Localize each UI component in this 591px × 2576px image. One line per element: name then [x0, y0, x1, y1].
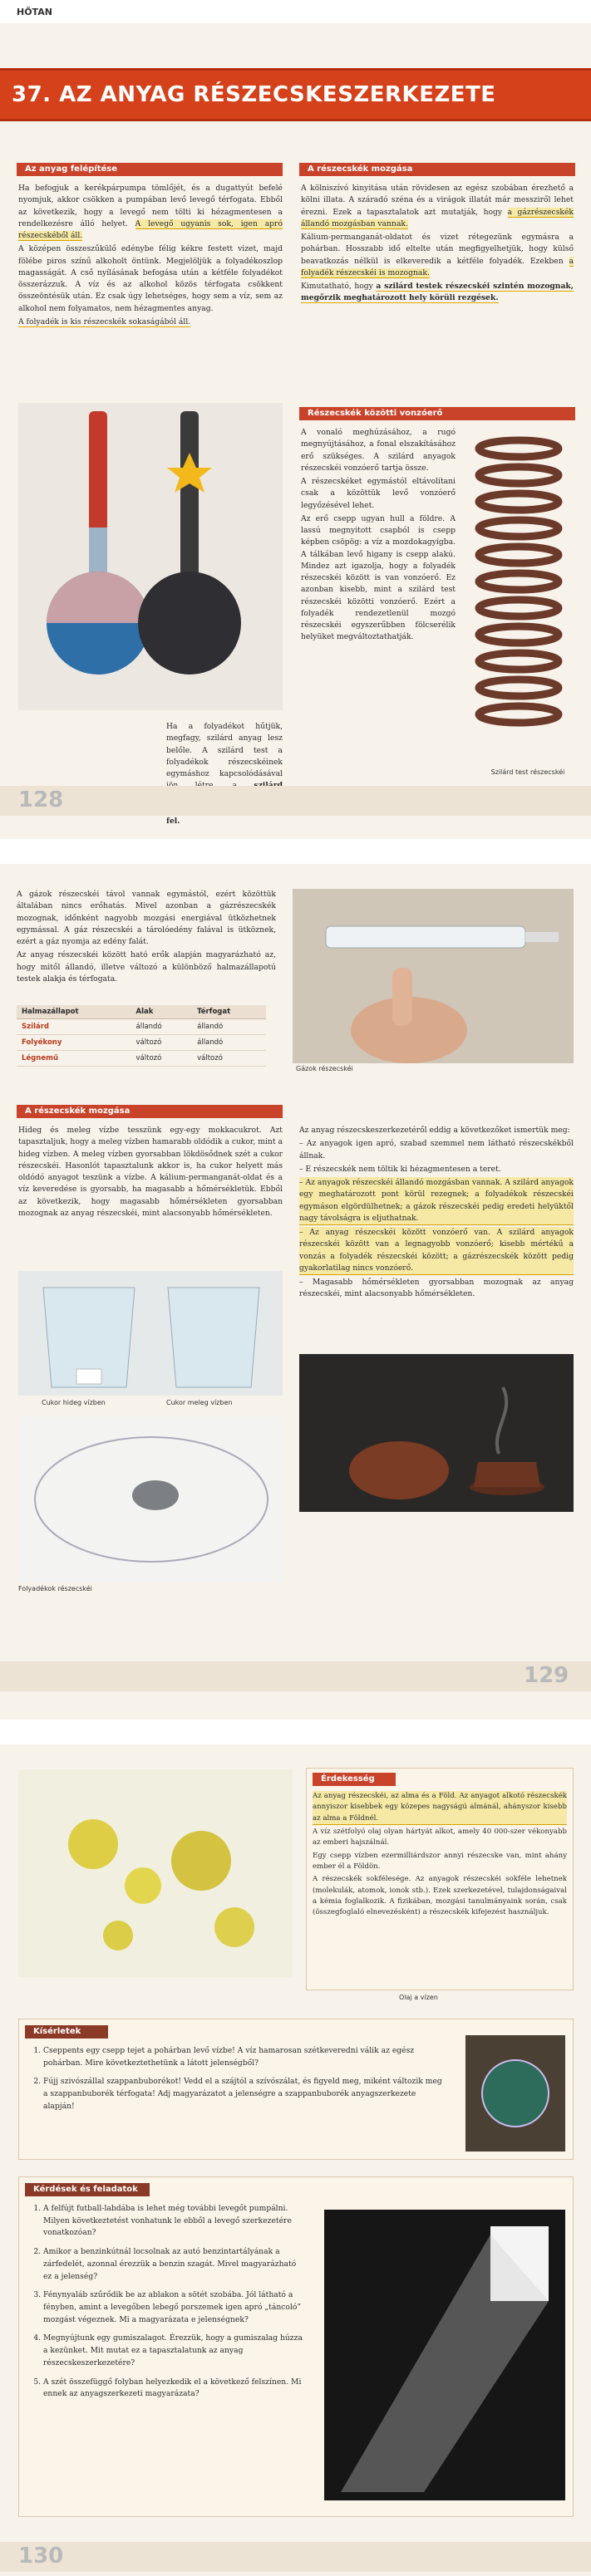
- droplets-illustration: [18, 1416, 283, 1582]
- syringe-illustration: [293, 889, 574, 1063]
- page-number-bar: [0, 1661, 591, 1691]
- particle-motion-text: [18, 1125, 283, 1221]
- table-cell: Folyékony: [17, 1035, 131, 1051]
- subject-label: HŐTAN: [17, 7, 52, 17]
- experiment-item: 2. Fújj szivószállal szappanbuborékot! Vedd el a szájtól a szívószálat, és figyeld meg, miként változik meg a szappanbuborék térfogata! Adj magyarázatot a jelenségre a szappanbuborék anyagszerkezete alapján!: [43, 2076, 446, 2112]
- page-number: 129: [524, 1663, 569, 1688]
- table-row: [17, 1051, 266, 1067]
- spring-illustration: [465, 432, 572, 764]
- droplets-photo: [18, 1416, 283, 1582]
- fact-paragraph-4: A részecskék sokfélesége. Az anyagok részecskéi sokféle lehetnek (molekulák, atomok, ionok stb.). Ezek szerkezetével, tulajdonságaival a kémia foglalkozik. A fizikában, mozgási tanulmányaink során, csak (összegfoglaló elnevezésként) a részecskék kifejezést használjuk.: [313, 1875, 567, 1917]
- chapter-title: 37. AZ ANYAG RÉSZECSKESZERKEZETE: [12, 82, 496, 107]
- solid-paragraph: Ha a folyadékot hűtjük, megfagy, szilárd anyag lesz belőle. A szilárd test a folyadékok részecskéinek egymáshoz kapcsolódásával: [166, 722, 283, 778]
- section-heading-attraction: Részecskék közötti vonzóerő: [299, 407, 575, 420]
- table-cell: állandó: [131, 1019, 193, 1035]
- summary-item: – Az anyag részecskéi között vonzóerő van. A szilárd anyagok részecskéi között van a legnagyobb vonzóerő; kisebb mértékű a vonzás a folyadék részecskéi között; a gázrészecskék között pedig gyakorlatilag nincs vonzóerő.: [299, 1227, 574, 1275]
- table-header: Halmazállapot: [17, 1005, 131, 1019]
- summary-item: – Az anyagok részecskéi állandó mozgásban vannak. A szilárd anyagok egy meghatározott pont körül rezegnek; a folyadékok részecskéi egymáson elgördülhetnek; a gázok részecskéi pedig eredeti helyüktől nagy távolságra is eljuthatnak.: [299, 1177, 574, 1225]
- question-item: 3. Fénynyaláb szűrődik be az ablakon a sötét szobába. Jól látható a fényben, amint a levegőben lebegő porszemek igen apró „táncoló” mozgást végeznek. Mi a magyarázata e jelenségnek?: [43, 2289, 304, 2326]
- highlight-gas-motion: a gázrészecskék állandó mozgásban vannak.: [301, 207, 574, 228]
- page-129: [0, 864, 591, 1720]
- structure-paragraph-2: A középen összeszűkülő edénybe félig kékre festett vizet, majd fölébe piros színű alkoholt öntünk. Megjelöljük a folyadékoszlop magasságát. A cső nyílásának befogása után a kétféle folyadékot összerázzuk. A víz és az alkohol közös térfogata csökkent összeöntésük után. Ez csak úgy lehetséges, hogy sem a víz, sem az alkohol nem folyamatos, nem hézagmentes anyag.: [18, 244, 283, 313]
- section-heading-structure: Az anyag felépítése: [17, 163, 283, 176]
- page-number-bar: [0, 786, 591, 816]
- highlight-liquid-particles: A folyadék is kis részecskék sokaságából áll.: [18, 316, 191, 326]
- page-128: [0, 0, 591, 839]
- summary-intro: Az anyag részecskeszerkezetéről eddig a következőket ismertük meg:: [299, 1126, 570, 1135]
- flasks-illustration: [18, 403, 283, 710]
- motion-paragraph-3: Kimutatható, hogy: [301, 282, 377, 291]
- motion-text: [301, 183, 574, 307]
- experiments-heading: Kísérletek: [25, 2025, 108, 2039]
- page-130: [0, 1744, 591, 2576]
- summary-item: – E részecskék nem töltik ki hézagmentesen a teret.: [299, 1164, 501, 1174]
- glasses-illustration: [18, 1271, 283, 1396]
- light-beam-photo: [324, 2210, 565, 2500]
- table-row: [17, 1035, 266, 1051]
- states-table: [17, 1005, 266, 1067]
- section-heading-motion: A részecskék mozgása: [299, 163, 575, 176]
- syringe-caption: Gázok részecskéi: [296, 1065, 353, 1072]
- fact-paragraph-1: Az anyag részecskéi, az alma és a Föld. Az anyagot alkotó részecskék annyiszor kisebbek egy közepes nagyságú almánál, ahányszor kisebb az alma a Földnél.: [313, 1791, 567, 1825]
- mixing-flasks-photo: [18, 403, 283, 710]
- attraction-text: [301, 427, 456, 645]
- fact-text: [313, 1791, 567, 1920]
- experiment-item: 1. Cseppents egy csepp tejet a pohárban levő vízbe! A víz hamarosan szétkeveredni válik az egész pohárban. Mire következtethetünk a látott jelenségből?: [43, 2045, 446, 2069]
- section-heading-particle-motion: A részecskék mozgása: [17, 1105, 283, 1118]
- page-number: 130: [18, 2544, 64, 2569]
- summary-item: – Magasabb hőmérsékleten gyorsabban mozognak az anyag részecskéi, mint alacsonyabb hőmérsékleten.: [299, 1278, 574, 1299]
- highlight-air-particles: A levegő ugyanis sok, igen apró részecskéből áll.: [18, 218, 283, 240]
- questions-list: [30, 2203, 304, 2407]
- question-item: 4. Megnyújtunk egy gumiszalagot. Érezzük, hogy a gumiszalag húzza a kezünket. Mit mutat ez a tapasztalatunk az anyag részecskeszerkezetére?: [43, 2333, 304, 2369]
- attraction-paragraph-1: A vonaló meghúzásához, a rugó megnyújtásához, a fonal elszakításához erő szükséges. A szilárd anyagok részecskéi vonzóerő tartja össze.: [301, 428, 456, 473]
- table-header: Térfogat: [192, 1005, 266, 1019]
- table-cell: Légnemű: [17, 1051, 131, 1067]
- table-cell: állandó: [192, 1035, 266, 1051]
- structure-text: [18, 183, 283, 330]
- light-beam-illustration: [324, 2210, 565, 2500]
- table-header: Alak: [131, 1005, 193, 1019]
- fact-heading: Érdekesség: [313, 1773, 396, 1786]
- highlight-liquid-motion: a folyadék részecskéi is mozognak.: [301, 256, 574, 277]
- gas-text: [17, 889, 276, 987]
- solid-highlight: fel.: [166, 817, 180, 826]
- spring-photo: [465, 432, 572, 764]
- fact-paragraph-2: A víz szétfolyó olaj olyan hártyát alkot, amely 40 000-szer vékonyabb az emberi hajszálnál.: [313, 1827, 567, 1847]
- table-cell: változó: [192, 1051, 266, 1067]
- table-cell: változó: [131, 1051, 193, 1067]
- page-number-bar: [0, 2542, 591, 2572]
- page-number: 128: [18, 788, 64, 812]
- oil-water-photo: [18, 1769, 293, 1977]
- summary-block: [299, 1125, 574, 1303]
- table-cell: változó: [131, 1035, 193, 1051]
- question-item: 5. A szét összefüggő folyban helyezkedik el a következő felszínen. Mi ennek az anyagszerkezeti magyarázata?: [43, 2377, 304, 2401]
- question-item: 1. A felfújt futball-labdába is lehet még további levegőt pumpálni. Milyen következtetést vonhatunk le ebből a levegő szerkezetére vonatkozóan?: [43, 2203, 304, 2240]
- question-item: 2. Amikor a benzinkútnál locsolnak az autó benzintartályának a zárfedelét, azonnal érezzük a benzin szagát. Mivel magyarázható ez a jelenség?: [43, 2246, 304, 2283]
- teapot-illustration: [299, 1354, 574, 1512]
- sugar-glasses-photo: [18, 1271, 283, 1396]
- droplets-caption: Folyadékok részecskéi: [18, 1585, 92, 1592]
- motion-paragraph-2: Kálium-permanganát-oldatot és vizet rétegezünk egymásra a pohárban. Hosszabb idő eltelte után megfigyelhetjük, hogy külső beavatkozás nélkül is elkeveredik a kétféle folyadék. Ezekben: [301, 233, 574, 266]
- highlight-solid-motion: a szilárd testek részecskéi szintén mozognak, megőrzik meghatározott hely körüli rezgések.: [301, 282, 574, 303]
- summary-item: – Az anyagok igen apró, szabad szemmel nem látható részecskékből állnak.: [299, 1139, 574, 1160]
- table-cell: állandó: [192, 1019, 266, 1035]
- particle-motion-paragraph: Hideg és meleg vízbe tesszünk egy-egy mokkacukrot. Azt tapasztaljuk, hogy a meleg vízben hamarabb oldódik a cukor, mint a hideg vízben. A meleg vízben gyorsabban lökdösődnek szét a cukor részecskéi. Hasonlót tapasztalunk akkor is, ha cukor helyett más oldódó anyagot teszünk a vízbe. A kálium-permanganát-oldat és a víz keveredése is gyorsabb, ha magasabb a hőmérsékletük. Ebből az következik, hogy magasabb hőmérsékleten gyorsabban mozognak az anyag részecskéi, mint alacsonyabb hőmérsékleten.: [18, 1126, 283, 1218]
- attraction-paragraph-2: A részecskéket egymástól eltávolítani csak a közöttük levő vonzóerő legyőzésével lehet.: [301, 477, 456, 510]
- glasses-caption-cold: Cukor hideg vízben: [42, 1399, 106, 1406]
- syringe-photo: [293, 889, 574, 1063]
- motion-paragraph-1: A kölniszívó kinyitása után rövidesen az egész szobában érezhető a kölni illata. A száradó széna és a virágok illatát már messziről lehet érezni. Ezek a tapasztalatok azt mutatják, hogy: [301, 184, 574, 217]
- oil-illustration: [18, 1769, 293, 1977]
- chapter-title-bar: [0, 68, 591, 121]
- gas-paragraph-2: Az anyag részecskéi között ható erők alapján magyarázható az, hogy mitől állandó, illetve változó a különböző halmazállapotú testek alakja és térfogata.: [17, 950, 276, 984]
- questions-heading: Kérdések és feladatok: [25, 2183, 150, 2196]
- oil-caption: Olaj a vízen: [399, 1994, 438, 2001]
- bubble-illustration: [465, 2035, 565, 2152]
- gas-paragraph-1: A gázok részecskéi távol vannak egymástól, ezért közöttük általában nincs erőhatás. Mivel azonban a gázrészecskék mozognak, időnként nagyobb mozgási energiával ütközhetnek egymással. A gáz részecskéi a tárolóedény falával is ütköznek, ezért a gáz nyomja az edény falát.: [17, 890, 276, 946]
- attraction-paragraph-3: Az erő csepp ugyan hull a földre. A lassú megnyitott csapból is csepp képben csöpög: a víz a mozdokagyígba. A tálkában levő higany is csepp alakú. Mindez azt igazolja, hogy a folyadék részecskéi között is van vonzóerő. Ez azonban kisebb, mint a szilárd test részecskéi közötti vonzóerő. Ezért a folyadék rendezetlenül mozgó részecskéi egyszerűbben fölcserélik helyüket megváltoztathatják.: [301, 513, 456, 642]
- fact-paragraph-3: Egy csepp vízben ezermilliárdszor annyi részecske van, mint ahány ember él a Földön.: [313, 1851, 567, 1871]
- table-row: [17, 1019, 266, 1035]
- glasses-caption-warm: Cukor meleg vízben: [166, 1399, 233, 1406]
- soap-bubble-photo: [465, 2035, 565, 2152]
- teapot-photo: [299, 1354, 574, 1512]
- top-bar: [0, 0, 591, 23]
- spring-caption: Szilárd test részecskéi: [490, 768, 565, 776]
- structure-paragraph-1: Ha befogjuk a kerékpárpumpa tömlőjét, és a dugattyút befelé nyomjuk, akkor csökken a pumpában levő levegő térfogata. Ebből az következik, hogy a levegő nem tölti ki hézagmentesen a rendelkezésre álló helyet.: [18, 184, 283, 228]
- table-cell: Szilárd: [17, 1019, 131, 1035]
- experiments-list: [30, 2045, 446, 2120]
